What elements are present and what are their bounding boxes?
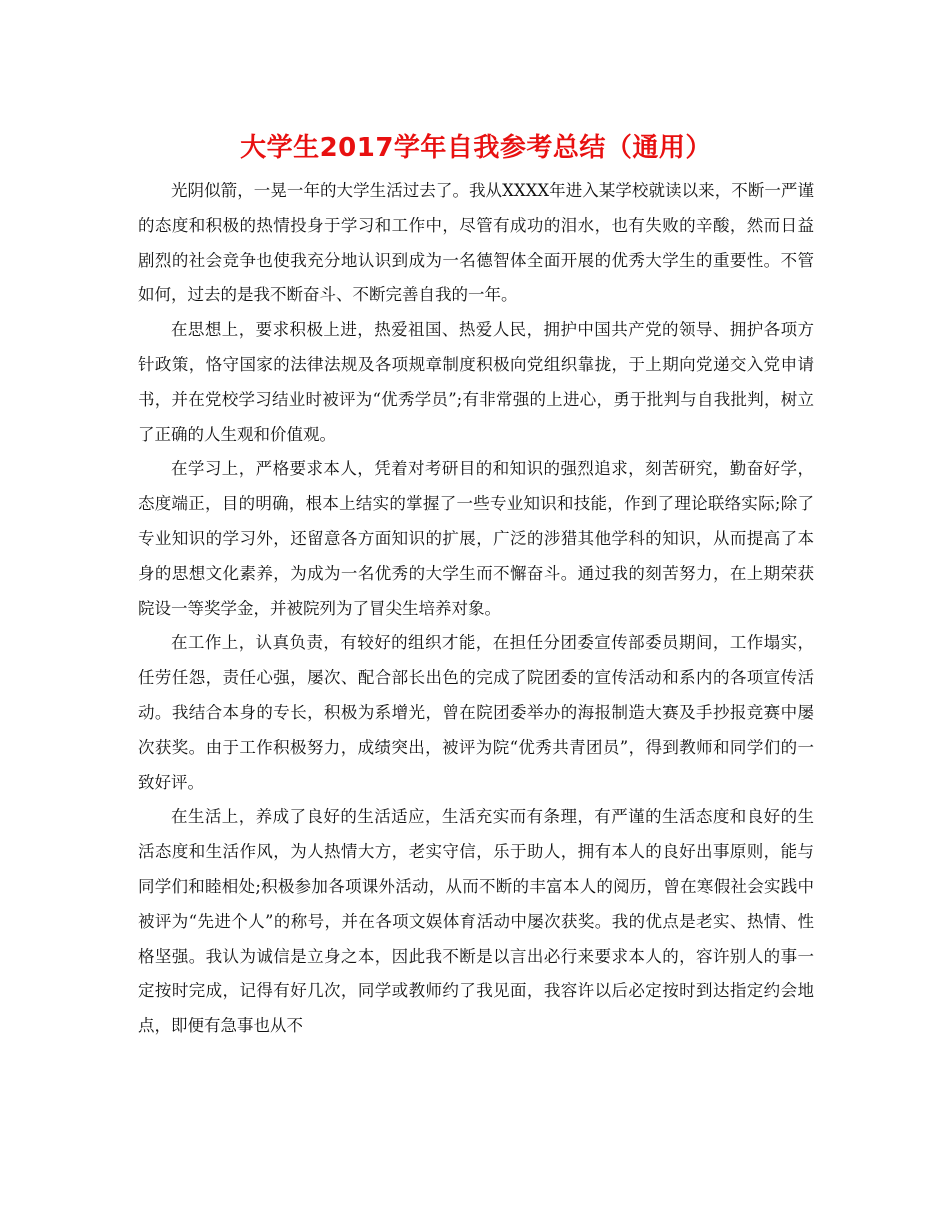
paragraph-work: 在工作上，认真负责，有较好的组织才能，在担任分团委宣传部委员期间，工作塌实，任劳任怨，责任心强，屡次、配合部长出色的完成了院团委的宣传活动和系内的各项宣传活动。我结合本身的专长，积极为系增光，曾在院团委举办的海报制造大赛及手抄报竞赛中屡次获奖。由于工作积极努力，成绩突出，被评为院“优秀共青团员”，得到教师和同学们的一致好评。 <box>138 633 814 792</box>
paragraph-ideology: 在思想上，要求积极上进，热爱祖国、热爱人民，拥护中国共产党的领导、拥护各项方针政策，恪守国家的法律法规及各项规章制度积极向党组织靠拢，于上期向党递交入党申请书，并在党校学习结业时被评为“优秀学员”;有非常强的上进心，勇于批判与自我批判，树立了正确的人生观和价值观。 <box>138 320 814 444</box>
paragraph-study: 在学习上，严格要求本人，凭着对考研目的和知识的强烈追求，刻苦研究，勤奋好学，态度端正，目的明确，根本上结实的掌握了一些专业知识和技能，作到了理论联络实际;除了专业知识的学习外，还留意各方面知识的扩展，广泛的涉猎其他学科的知识，从而提高了本身的思想文化素养，为成为一名优秀的大学生而不懈奋斗。通过我的刻苦努力，在上期荣获院设一等奖学金，并被院列为了冒尖生培养对象。 <box>138 459 814 618</box>
document-title: 大学生2017学年自我参考总结（通用） <box>240 133 712 163</box>
paragraph-intro: 光阴似箭，一晃一年的大学生活过去了。我从XXXX年进入某学校就读以来，不断一严谨的态度和积极的热情投身于学习和工作中，尽管有成功的泪水，也有失败的辛酸，然而日益剧烈的社会竞争也使我充分地认识到成为一名德智体全面开展的优秀大学生的重要性。不管如何，过去的是我不断奋斗、不断完善自我的一年。 <box>138 181 814 305</box>
paragraph-life: 在生活上，养成了良好的生活适应，生活充实而有条理，有严谨的生活态度和良好的生活态度和生活作风，为人热情大方，老实守信，乐于助人，拥有本人的良好出事原则，能与同学们和睦相处;积极参加各项课外活动，从而不断的丰富本人的阅历，曾在寒假社会实践中被评为“先进个人”的称号，并在各项文娱体育活动中屡次获奖。我的优点是老实、热情、性格坚强。我认为诚信是立身之本，因此我不断是以言出必行来要求本人的，容许别人的事一定按时完成，记得有好几次，同学或教师约了我见面，我容许以后必定按时到达指定约会地点，即便有急事也从不 <box>138 807 814 1036</box>
